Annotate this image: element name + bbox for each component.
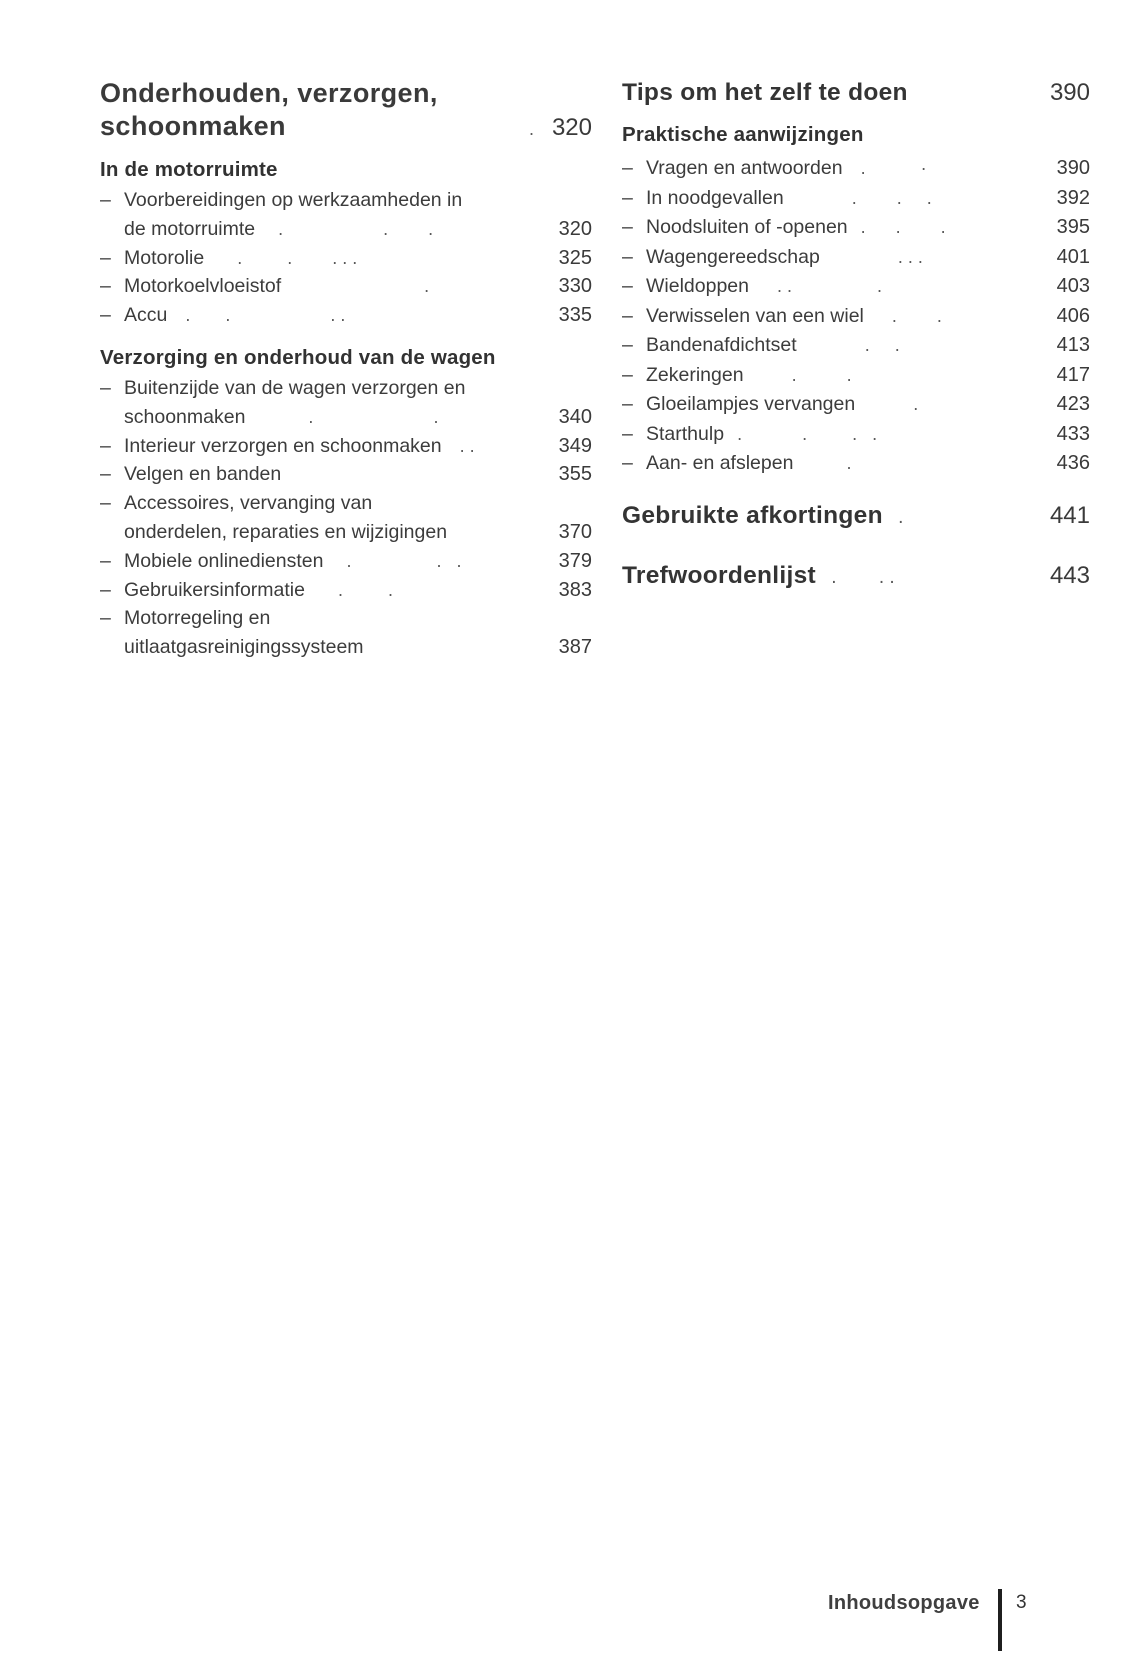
toc-entry (622, 302, 1090, 332)
toc-section-rows (100, 374, 592, 662)
toc-entry-label: Velgen en banden (124, 463, 282, 486)
toc-entry (100, 576, 592, 605)
chapter-title-page: 320 (551, 114, 592, 141)
dot-leader: . . . (791, 187, 932, 208)
toc-entry (622, 272, 1090, 302)
toc-entry-label: Mobiele onlinediensten (124, 549, 324, 572)
toc-entry (622, 184, 1090, 214)
toc-section-rows (622, 154, 1090, 479)
toc-entry-label: Motorkoelvloeistof (124, 275, 282, 298)
toc-entry-page: 403 (1056, 275, 1090, 297)
toc-entry-label: schoonmaken (124, 405, 246, 428)
dot-leader: . . (751, 364, 852, 385)
toc-entry-page: 340 (558, 405, 592, 428)
toc-entry (100, 272, 592, 301)
toc-entry-page: 423 (1056, 393, 1090, 415)
dash: – (622, 363, 633, 386)
footer-section-label: Inhoudsopgave (828, 1592, 980, 1614)
toc-entry-label: Bandenafdichtset (646, 334, 797, 356)
toc-entry-page: 383 (558, 578, 592, 601)
dash: – (622, 186, 633, 209)
dash: – (622, 393, 633, 415)
toc-entry-label: Wieldoppen (646, 275, 749, 297)
toc-entry-page: 392 (1056, 186, 1090, 209)
toc-entry-page: 401 (1056, 245, 1090, 268)
chapter-title-row (100, 111, 592, 142)
dash: – (100, 434, 111, 457)
abbreviations-title: Gebruikte afkortingen (622, 501, 883, 529)
toc-entry-label: Starthulp (646, 422, 725, 445)
toc-entry-page: 433 (1056, 422, 1090, 445)
toc-entry-continuation (100, 518, 592, 547)
dot-leader: . . . (331, 550, 462, 571)
toc-entry (100, 432, 592, 461)
toc-entry (100, 489, 592, 518)
toc-entry (100, 604, 592, 633)
toc-entry-continuation (100, 215, 592, 244)
toc-entry (100, 547, 592, 576)
toc-entry-label: Buitenzijde van de wagen verzorgen en (124, 376, 466, 399)
dot-leader: . · (850, 158, 927, 178)
toc-entry-label: Noodsluiten of -openen (646, 216, 848, 238)
toc-entry-page: 370 (558, 520, 592, 543)
toc-section-rows (100, 186, 592, 330)
toc-entry-label: onderdelen, reparaties en wijzigingen (124, 520, 448, 543)
dot-leader: . . (871, 305, 942, 326)
dash: – (622, 157, 633, 179)
abbreviations-title-row (622, 499, 1090, 533)
dash: – (100, 492, 111, 515)
dash: – (100, 376, 111, 399)
toc-entry (100, 244, 592, 273)
toc-entry-label: Zekeringen (646, 363, 744, 386)
toc-entry-page: 330 (558, 275, 592, 298)
toc-entry (622, 243, 1090, 273)
toc-entry (622, 390, 1090, 420)
toc-entry-label: In noodgevallen (646, 186, 784, 209)
dot-leader: . . . (826, 566, 895, 588)
toc-entry (622, 420, 1090, 450)
dot-leader: . . . . (732, 423, 878, 444)
toc-entry-page: 325 (558, 246, 592, 269)
toc-entry-page: 436 (1056, 452, 1090, 474)
toc-entry-page: 355 (558, 463, 592, 486)
toc-entry-page: 387 (558, 636, 592, 659)
dot-leader: . . (253, 406, 439, 427)
dot-leader: . . . . . (212, 247, 358, 268)
dash: – (622, 216, 633, 238)
toc-entry-page: 417 (1056, 363, 1090, 386)
dash: – (622, 422, 633, 445)
toc-entry-label: Gloeilampjes vervangen (646, 393, 856, 415)
toc-entry (622, 361, 1090, 391)
chapter-title-page: 390 (1049, 79, 1090, 106)
dash: – (622, 304, 633, 327)
dot-leader: . (289, 276, 430, 297)
dash: – (622, 452, 633, 474)
dash: – (100, 304, 111, 327)
toc-entry (100, 301, 592, 330)
dash: – (100, 463, 111, 486)
toc-entry (100, 460, 592, 489)
toc-entry-page: 406 (1056, 304, 1090, 327)
section-heading: Praktische aanwijzingen (622, 123, 864, 146)
dot-leader: . . . (855, 217, 946, 237)
dash: – (100, 607, 111, 630)
toc-entry-page: 335 (558, 304, 592, 327)
dash: – (100, 578, 111, 601)
toc-entry-label: Vragen en antwoorden (646, 157, 843, 179)
toc-entry-label: de motorruimte (124, 217, 256, 240)
section-heading: Verzorging en onderhoud van de wagen (100, 345, 496, 369)
dash: – (622, 245, 633, 268)
dash: – (622, 275, 633, 297)
toc-entry (622, 449, 1090, 479)
dash: – (100, 189, 111, 211)
chapter-title-row (622, 76, 1090, 110)
dot-leader: . . (449, 435, 475, 456)
dot-leader: . . . (263, 218, 434, 239)
toc-entry-label: Verwisselen van een wiel (646, 304, 864, 327)
toc-entry-page: 349 (558, 434, 592, 457)
toc-entry-continuation (100, 403, 592, 432)
dot-leader: . (892, 506, 904, 528)
toc-entry (622, 213, 1090, 243)
toc-entry-label: Interieur verzorgen en schoonmaken (124, 434, 442, 457)
toc-entry-label: Accu (124, 304, 168, 327)
dash: – (100, 246, 111, 269)
toc-entry-label: Voorbereidingen op werkzaamheden in (124, 189, 463, 211)
dot-leader: . . . (827, 246, 923, 267)
toc-right-column (622, 76, 1090, 593)
toc-entry-label: Accessoires, vervanging van (124, 492, 373, 515)
toc-entry (622, 331, 1090, 361)
dot-leader: . (528, 119, 534, 139)
dot-leader: . . . (756, 276, 883, 296)
chapter-title: Tips om het zelf te doen (622, 79, 908, 106)
toc-entry-continuation (100, 633, 592, 662)
dot-leader: . (801, 453, 852, 473)
toc-entry (100, 186, 592, 215)
toc-entry-label: uitlaatgasreinigingssysteem (124, 636, 364, 659)
index-title-row (622, 559, 1090, 593)
dash: – (100, 275, 111, 298)
dot-leader: . . (312, 579, 393, 600)
toc-entry-label: Motorregeling en (124, 607, 271, 630)
toc-entry-label: Aan- en afslepen (646, 452, 794, 474)
toc-entry-label: Gebruikersinformatie (124, 578, 305, 601)
index-page: 443 (1049, 561, 1090, 589)
dash: – (100, 549, 111, 572)
toc-entry-label: Motorolie (124, 246, 205, 269)
dot-leader: . . . . (175, 305, 346, 326)
toc-entry-page: 390 (1056, 157, 1090, 179)
page-number: 3 (1016, 1592, 1027, 1613)
section-heading: In de motorruimte (100, 158, 278, 181)
index-title: Trefwoordenlijst (622, 561, 817, 589)
toc-entry (622, 154, 1090, 184)
abbreviations-page: 441 (1049, 501, 1090, 529)
dot-leader: . . (804, 335, 900, 355)
chapter-title-line1: Onderhouden, verzorgen, (100, 78, 438, 108)
toc-entry-page: 379 (558, 549, 592, 572)
chapter-title-line2: schoonmaken (100, 111, 286, 141)
toc-entry-label: Wagengereedschap (646, 245, 820, 268)
toc-entry-page: 320 (558, 217, 592, 240)
toc-entry-page: 413 (1056, 334, 1090, 356)
toc-left-column (100, 76, 592, 662)
dash: – (622, 334, 633, 356)
toc-entry (100, 374, 592, 403)
footer-divider (998, 1589, 1002, 1651)
dot-leader: . (863, 394, 919, 414)
toc-entry-page: 395 (1056, 216, 1090, 238)
